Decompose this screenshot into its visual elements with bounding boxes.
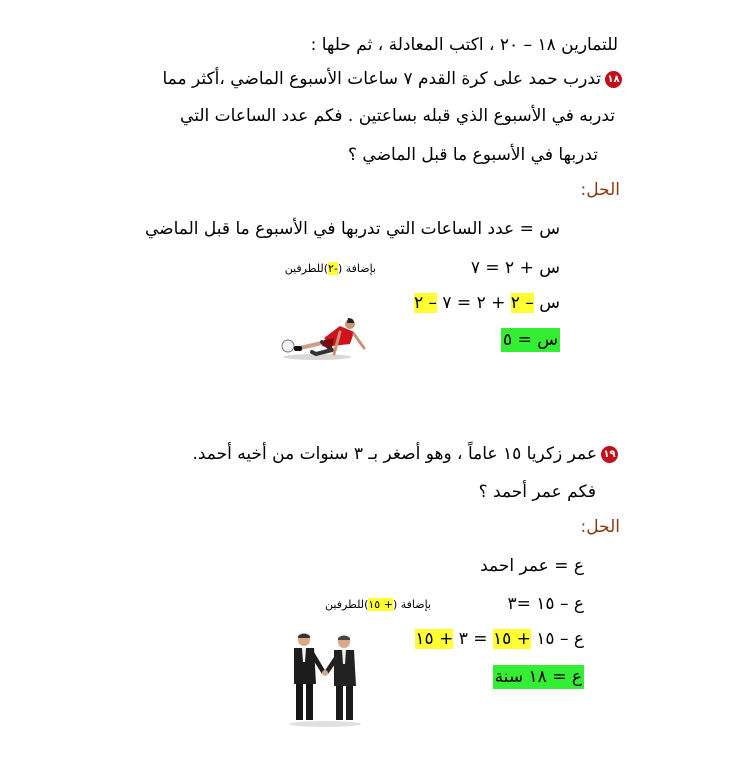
exercise-intro: للتمارين ١٨ – ٢٠ ، اكتب المعادلة ، ثم حلها :: [310, 35, 618, 55]
handshake-businessmen-image: [282, 628, 368, 728]
exercise-18-answer: س = ٥: [503, 330, 558, 350]
exercise-19-text-1: عمر زكريا ١٥ عاماً ، وهو أصغر بـ ٣ سنوات من أخيه أحمد.: [192, 444, 597, 464]
exercise-18-hint: بإضافة (-٢)للطرفين: [284, 262, 376, 275]
exercise-19-answer: ع = ١٨ سنة: [494, 667, 582, 687]
exercise-18-line-1: [163, 67, 623, 91]
exercise-19-equation-1: ع – ١٥ =٣: [507, 594, 584, 614]
exercise-19-line-1: [192, 442, 618, 466]
exercise-19-equation-2: ع – ١٥ + ١٥ = ٣ + ١٥: [415, 629, 584, 649]
exercise-18-equation-2: س – ٢ + ٢ = ٧ – ٢: [413, 293, 560, 313]
exercise-18-line-3: تدربها في الأسبوع ما قبل الماضي ؟: [347, 145, 598, 165]
exercise-18-equation-1: س + ٢ = ٧: [470, 258, 560, 278]
exercise-19-line-2: فكم عمر أحمد ؟: [478, 482, 596, 502]
exercise-18-text-1: تدرب حمد على كرة القدم ٧ ساعات الأسبوع الماضي ،أكثر مما: [162, 69, 601, 89]
exercise-18-number: ١٨: [605, 71, 622, 88]
soccer-player-image: [272, 312, 372, 362]
exercise-18-line-2: تدربه في الأسبوع الذي قبله بساعتين . فكم عدد الساعات التي: [180, 106, 615, 126]
exercise-19-hint: بإضافة (+ ١٥)للطرفين: [325, 598, 431, 611]
exercise-19-solution-label: الحل:: [580, 517, 620, 537]
exercise-18-solution-label: الحل:: [580, 180, 620, 200]
exercise-19-variable-definition: ع = عمر احمد: [480, 556, 584, 576]
exercise-18-variable-definition: س = عدد الساعات التي تدربها في الأسبوع ما قبل الماضي: [144, 219, 560, 239]
exercise-19-number: ١٩: [601, 446, 618, 463]
